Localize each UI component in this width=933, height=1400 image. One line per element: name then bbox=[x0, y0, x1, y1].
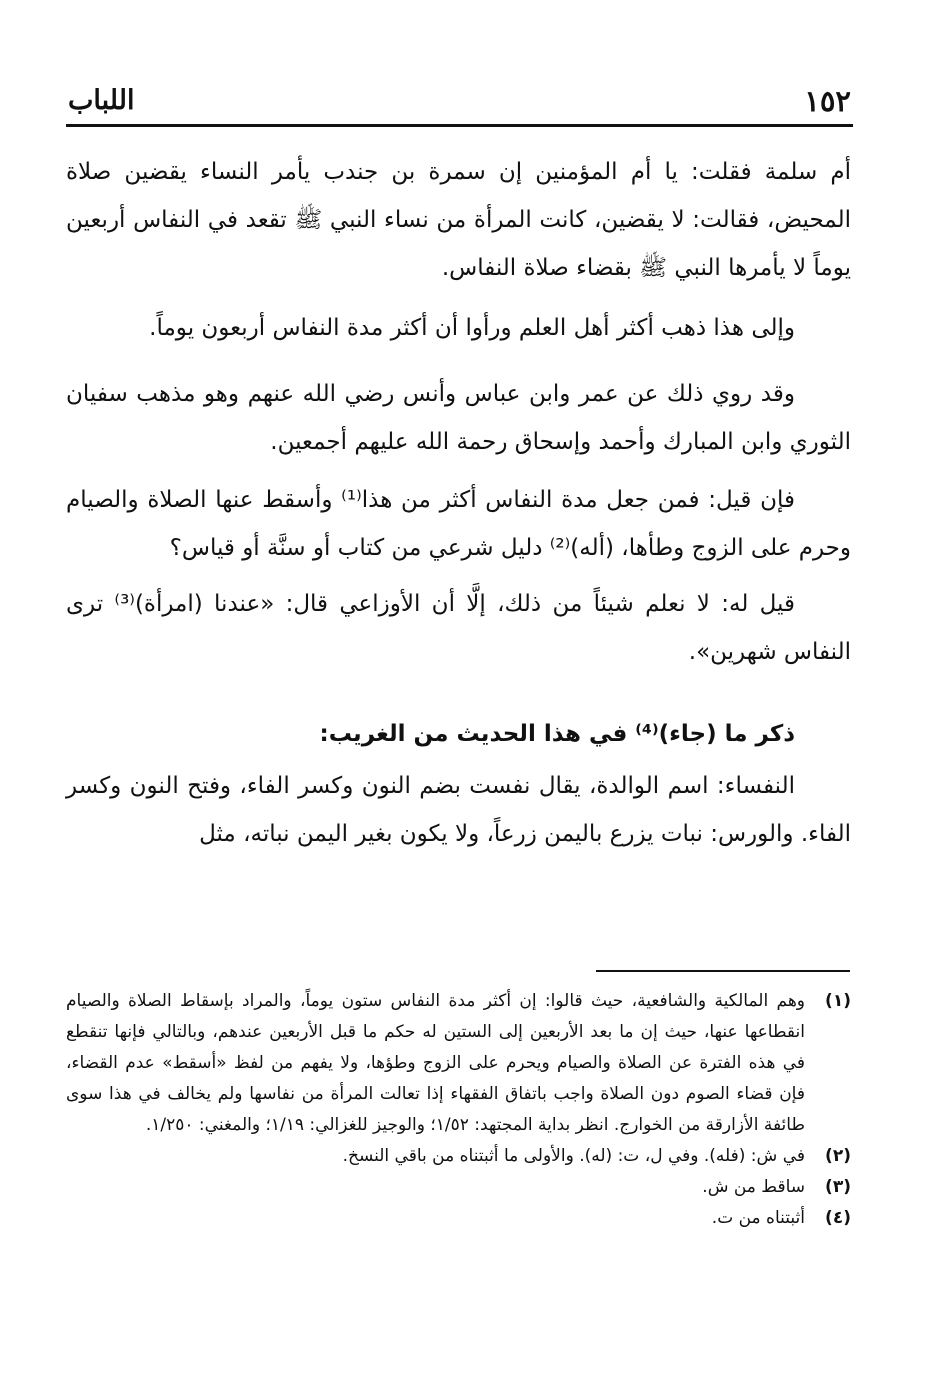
paragraph: قيل له: لا نعلم شيئاً من ذلك، إلَّا أن الأوزاعي قال: «عندنا (امرأة)⁽³⁾ ترى النفاس شهرين». bbox=[66, 591, 851, 665]
footnote bbox=[66, 1172, 851, 1203]
footnote-number: (٣) bbox=[825, 1177, 851, 1197]
footnote-number: (٢) bbox=[825, 1146, 851, 1166]
footnote-text: وهم المالكية والشافعية، حيث قالوا: إن أكثر مدة النفاس ستون يوماً، والمراد بإسقاط الصلاة والصيام انقطاعها عنها، حيث إن ما بعد الأربعين إلى الستين له حكم ما قبل الأربعين عندهم، وبالتالي فإنها تنقطع في هذه الفترة عن الصلاة والصيام ويحرم على الزوج وطؤها، ولا يفهم من لفظ «أسقط» عدم القضاء، فإن قضاء الصوم دون الصلاة واجب باتفاق الفقهاء إذا تعالت المرأة من نفاسها ولم يخالف في هذا سوى طائفة الأزارقة من الخوارج. انظر بداية المجتهد: ١/٥٢؛ والوجيز للغزالي: ١/١٩؛ والمغني: ١/٢٥٠. bbox=[66, 991, 805, 1135]
footnote-text: ساقط من ش. bbox=[702, 1177, 805, 1197]
footnote bbox=[66, 1203, 851, 1234]
paragraph: النفساء: اسم الوالدة، يقال نفست بضم النون وكسر الفاء، وفتح النون وكسر الفاء. والورس: نبات يزرع باليمن زرعاً، ولا يكون بغير اليمن نباته، مثل bbox=[66, 773, 851, 847]
section-heading: ذكر ما (جاء)⁽⁴⁾ في هذا الحديث من الغريب: bbox=[319, 721, 795, 747]
footnote-text: في ش: (فله). وفي ل، ت: (له). والأولى ما أثبتناه من باقي النسخ. bbox=[342, 1146, 805, 1166]
paragraph: أم سلمة فقلت: يا أم المؤمنين إن سمرة بن جندب يأمر النساء يقضين صلاة المحيض، فقالت: لا يقضين، كانت المرأة من نساء النبي ﷺ تقعد في النفاس أربعين يوماً لا يأمرها النبي ﷺ بقضاء صلاة النفاس. bbox=[66, 159, 851, 281]
footnote-number: (٤) bbox=[825, 1208, 851, 1228]
main-text bbox=[66, 148, 851, 858]
footnote bbox=[66, 1141, 851, 1172]
page-number: ١٥٢ bbox=[804, 84, 851, 118]
running-title: اللباب bbox=[68, 85, 135, 116]
header-rule bbox=[66, 124, 853, 127]
paragraph: وإلى هذا ذهب أكثر أهل العلم ورأوا أن أكثر مدة النفاس أربعون يوماً. bbox=[149, 315, 795, 341]
footnote-number: (١) bbox=[825, 991, 851, 1011]
paragraph: وقد روي ذلك عن عمر وابن عباس وأنس رضي الله عنهم وهو مذهب سفيان الثوري وابن المبارك وأحمد وإسحاق رحمة الله عليهم أجمعين. bbox=[66, 381, 851, 455]
footnotes bbox=[66, 986, 851, 1234]
paragraph: فإن قيل: فمن جعل مدة النفاس أكثر من هذا⁽¹⁾ وأسقط عنها الصلاة والصيام وحرم على الزوج وطأها، (أله)⁽²⁾ دليل شرعي من كتاب أو سنَّة أو قياس؟ bbox=[66, 487, 851, 561]
footnote bbox=[66, 986, 851, 1141]
footnote-rule bbox=[596, 970, 850, 972]
page-header bbox=[68, 84, 851, 124]
footnote-text: أثبتناه من ت. bbox=[711, 1208, 805, 1228]
